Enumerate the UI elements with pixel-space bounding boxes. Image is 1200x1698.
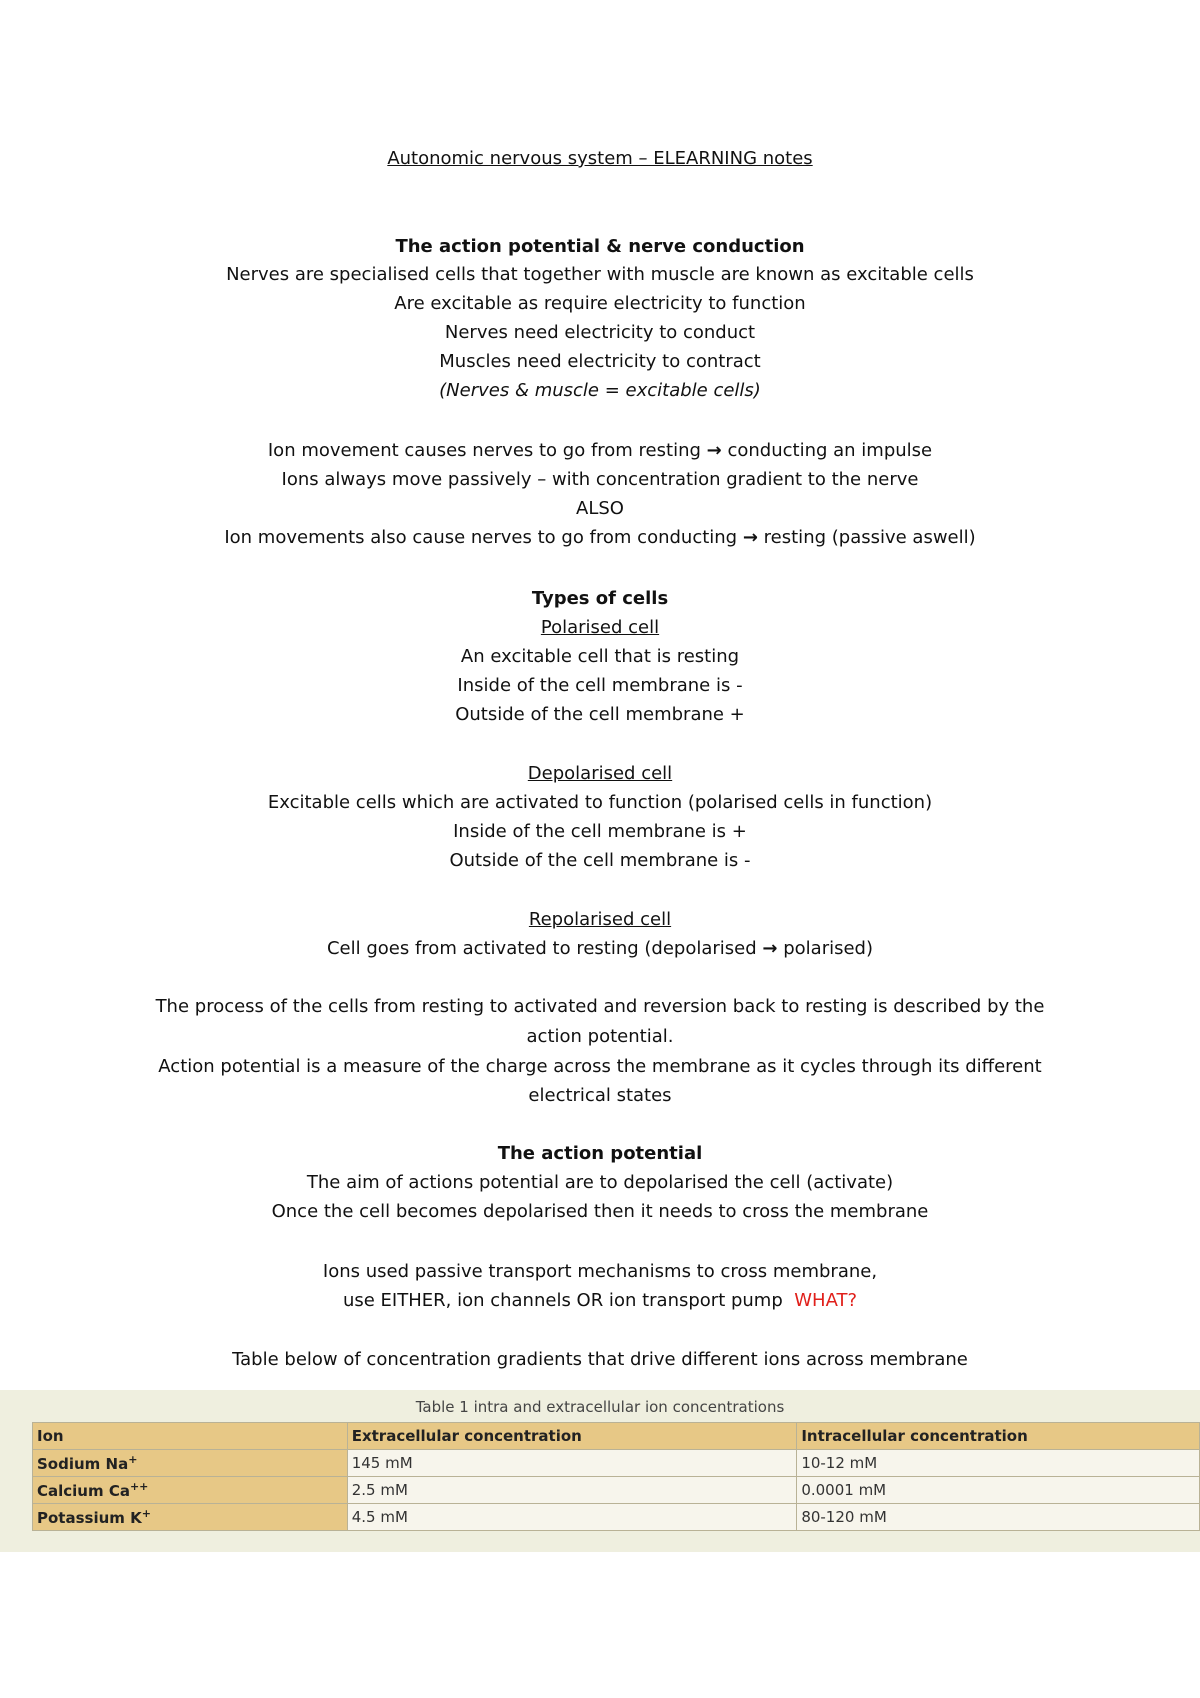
text-line: The process of the cells from resting to activated and reversion back to resting is described by the	[155, 996, 1045, 1017]
table-caption: Table 1 intra and extracellular ion concentrations	[415, 1398, 785, 1416]
column-header-ion: Ion	[33, 1423, 348, 1450]
section-heading-action-potential: The action potential	[497, 1143, 703, 1164]
text-line: Inside of the cell membrane is +	[453, 821, 747, 842]
text-line: Once the cell becomes depolarised then it needs to cross the membrane	[271, 1201, 929, 1222]
text-fragment: Cell goes from activated to resting (depolarised	[326, 938, 757, 959]
ion-cell	[33, 1504, 348, 1531]
intracellular-value: 10-12 mM	[797, 1450, 1200, 1477]
subheading-depolarised: Depolarised cell	[527, 763, 673, 784]
text-line: Are excitable as require electricity to function	[394, 293, 806, 314]
ion-cell	[33, 1477, 348, 1504]
text-fragment: Ion movements also cause nerves to go from conducting	[224, 527, 738, 548]
section-heading-conduction: The action potential & nerve conduction	[395, 236, 805, 257]
text-line-transport	[0, 1290, 1200, 1312]
text-line: electrical states	[528, 1085, 672, 1106]
subheading-repolarised: Repolarised cell	[528, 909, 672, 930]
text-fragment: polarised)	[783, 938, 873, 959]
arrow-icon: →	[706, 440, 722, 461]
text-line: Excitable cells which are activated to function (polarised cells in function)	[267, 792, 933, 813]
text-line: Ions always move passively – with concentration gradient to the nerve	[281, 469, 919, 490]
intracellular-value: 80-120 mM	[797, 1504, 1200, 1531]
text-line: action potential.	[526, 1026, 674, 1047]
arrow-icon: →	[742, 527, 758, 548]
column-header-extracellular: Extracellular concentration	[347, 1423, 797, 1450]
text-line-table-intro: Table below of concentration gradients that drive different ions across membrane	[232, 1349, 968, 1370]
text-fragment: resting (passive aswell)	[763, 527, 976, 548]
text-line-ion-movement	[0, 440, 1200, 462]
table-row	[33, 1504, 1200, 1531]
ion-charge: +	[128, 1453, 138, 1466]
ion-concentration-table	[32, 1422, 1200, 1531]
red-note: WHAT?	[794, 1290, 858, 1311]
text-line: Muscles need electricity to contract	[439, 351, 761, 372]
text-line: Inside of the cell membrane is -	[457, 675, 743, 696]
text-line-ion-movements-also	[0, 527, 1200, 549]
table-header-row	[33, 1423, 1200, 1450]
extracellular-value: 2.5 mM	[347, 1477, 797, 1504]
text-line: ALSO	[576, 498, 624, 519]
text-line: Nerves are specialised cells that together with muscle are known as excitable cells	[226, 264, 974, 285]
extracellular-value: 145 mM	[347, 1450, 797, 1477]
document-title: Autonomic nervous system – ELEARNING notes	[387, 148, 813, 169]
text-line: Outside of the cell membrane is -	[449, 850, 751, 871]
ion-name: Calcium Ca	[37, 1482, 130, 1500]
text-line-repolarised	[0, 938, 1200, 960]
ion-name: Potassium K	[37, 1509, 142, 1527]
text-line: The aim of actions potential are to depolarised the cell (activate)	[306, 1172, 894, 1193]
table-row	[33, 1477, 1200, 1504]
intracellular-value: 0.0001 mM	[797, 1477, 1200, 1504]
text-fragment: conducting an impulse	[727, 440, 933, 461]
ion-charge: ++	[129, 1480, 149, 1493]
table-row	[33, 1450, 1200, 1477]
text-line: Nerves need electricity to conduct	[444, 322, 756, 343]
arrow-icon: →	[762, 938, 778, 959]
text-fragment: Ion movement causes nerves to go from resting	[267, 440, 701, 461]
text-line: Ions used passive transport mechanisms to cross membrane,	[322, 1261, 878, 1282]
text-fragment: use EITHER, ion channels OR ion transport pump	[342, 1290, 783, 1311]
subheading-polarised: Polarised cell	[540, 617, 660, 638]
text-line: Action potential is a measure of the charge across the membrane as it cycles through its different	[158, 1056, 1042, 1077]
ion-cell	[33, 1450, 348, 1477]
text-line: An excitable cell that is resting	[460, 646, 740, 667]
section-heading-types: Types of cells	[531, 588, 669, 609]
ion-table-panel	[0, 1390, 1200, 1552]
column-header-intracellular: Intracellular concentration	[797, 1423, 1200, 1450]
ion-charge: +	[141, 1507, 151, 1520]
text-line: Outside of the cell membrane +	[455, 704, 745, 725]
ion-name: Sodium Na	[37, 1455, 129, 1473]
extracellular-value: 4.5 mM	[347, 1504, 797, 1531]
italic-note: (Nerves & muscle = excitable cells)	[439, 380, 761, 401]
